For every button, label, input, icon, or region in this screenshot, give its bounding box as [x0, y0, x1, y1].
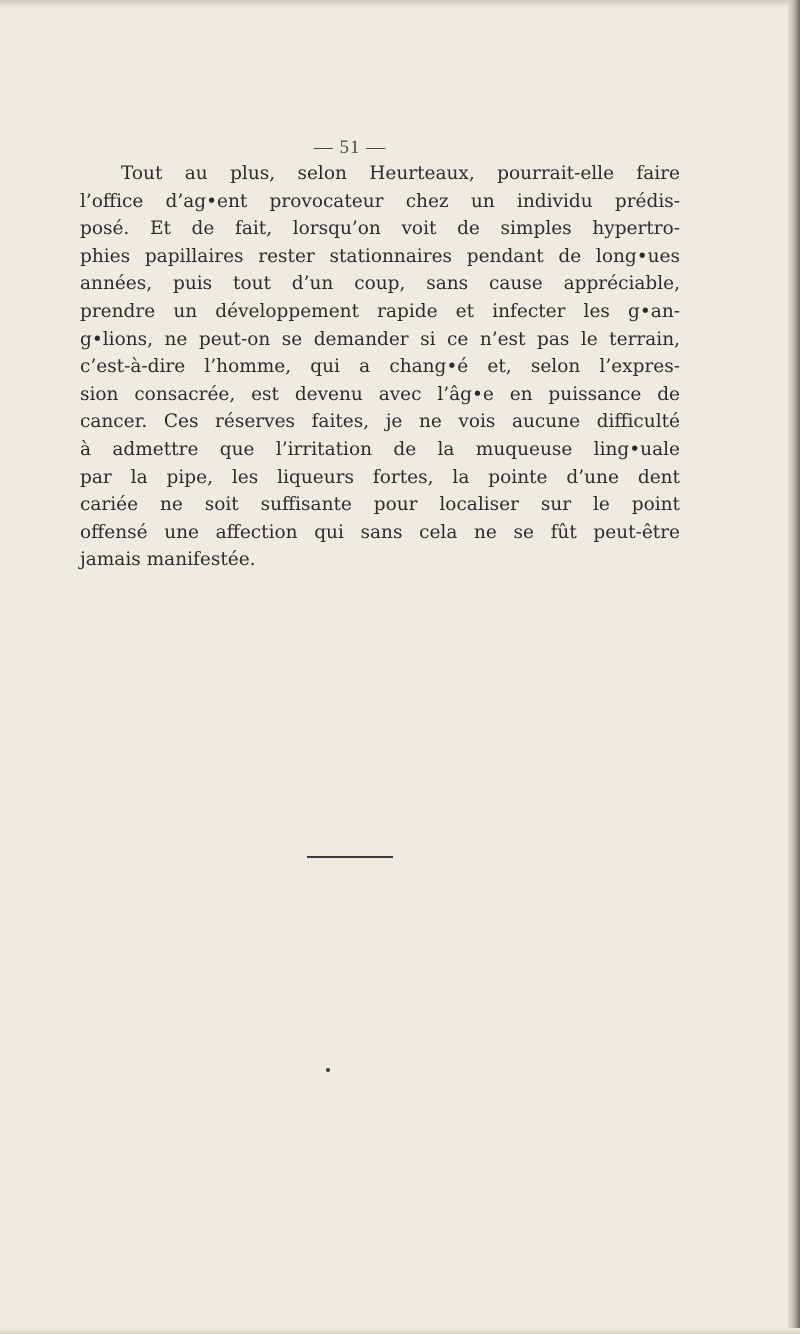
- page-bottom-edge: [0, 1328, 800, 1334]
- text-line: offensé une affection qui sans cela ne se fût peut-être: [80, 521, 680, 543]
- text-line: par la pipe, les liqueurs fortes, la pointe d’une dent: [80, 466, 680, 488]
- page-top-edge: [0, 0, 800, 8]
- text-line: posé. Et de fait, lorsqu’on voit de simples hypertro-: [80, 218, 680, 240]
- text-line: années, puis tout d’un coup, sans cause appréciable,: [80, 273, 680, 295]
- text-line: jamais manifestée.: [80, 549, 256, 571]
- ink-speck: [326, 1068, 330, 1072]
- text-line: à admettre que l’irritation de la muqueuse ling•uale: [80, 438, 680, 460]
- text-line: sion consacrée, est devenu avec l’âg•e en puissance de: [80, 383, 680, 405]
- text-line: Tout au plus, selon Heurteaux, pourrait-elle faire: [121, 163, 680, 184]
- text-line: cariée ne soit suffisante pour localiser sur le point: [80, 494, 680, 516]
- text-line: c’est-à-dire l’homme, qui a chang•é et, selon l’expres-: [80, 356, 680, 378]
- page-binding-edge: [788, 0, 800, 1334]
- text-line: prendre un développement rapide et infecter les g•an-: [80, 300, 680, 322]
- text-line: g•lions, ne peut-on se demander si ce n’est pas le terrain,: [80, 328, 680, 350]
- body-paragraph: [80, 160, 680, 574]
- section-end-rule: [307, 856, 393, 858]
- page-number: — 51 —: [313, 137, 387, 158]
- text-line: phies papillaires rester stationnaires pendant de long•ues: [80, 245, 680, 267]
- text-line: l’office d’ag•ent provocateur chez un individu prédis-: [80, 190, 680, 212]
- text-line: cancer. Ces réserves faites, je ne vois aucune difficulté: [80, 411, 680, 433]
